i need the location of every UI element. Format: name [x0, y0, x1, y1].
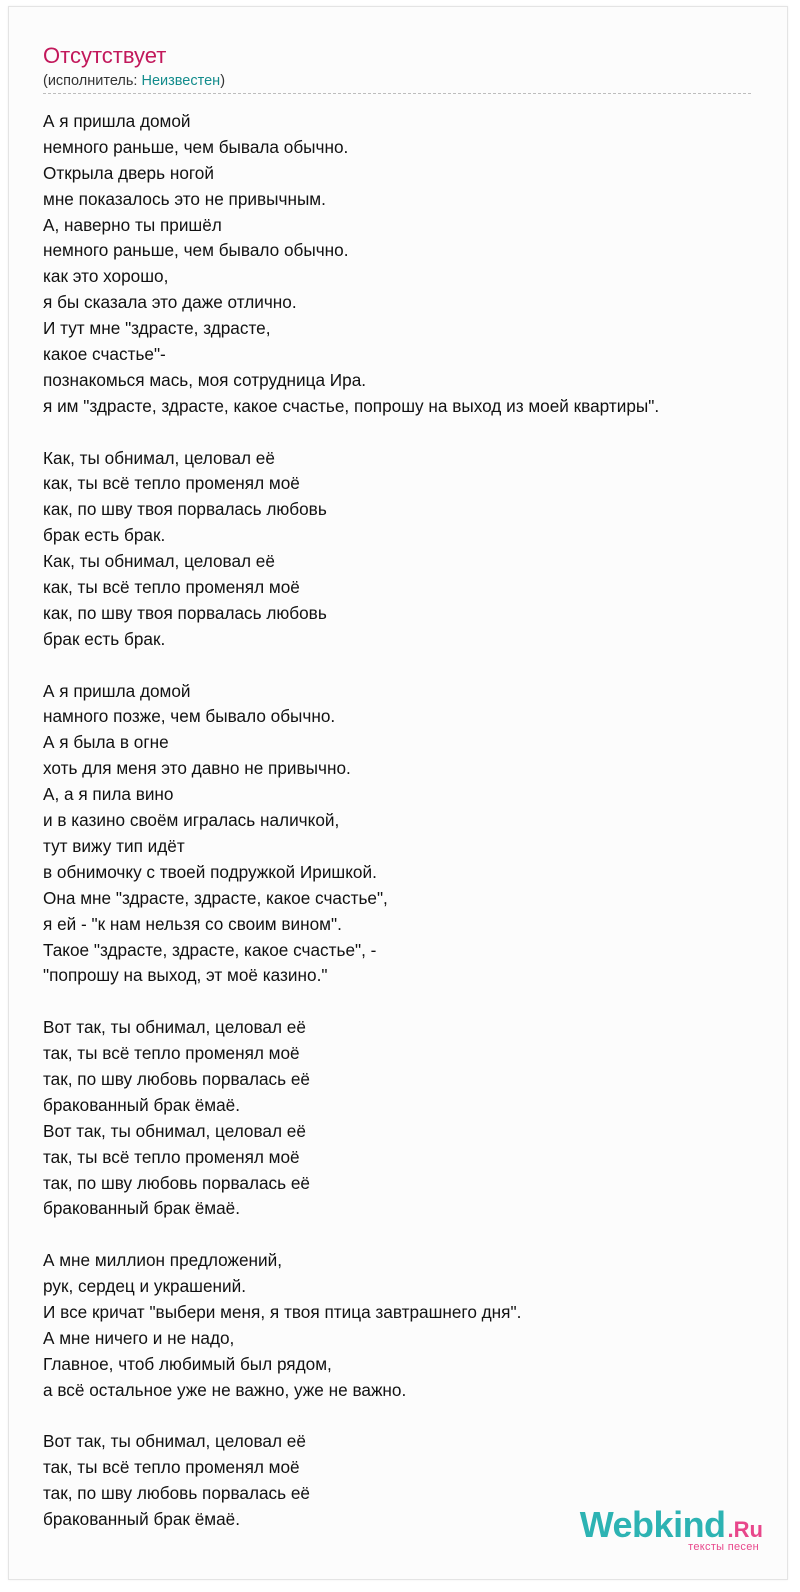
- stanza-break: [43, 989, 785, 1015]
- lyric-line: как это хорошо,: [43, 266, 169, 287]
- lyric-line: "попрошу на выход, эт моё казино.": [43, 965, 328, 986]
- lyric-line: брак есть брак.: [43, 525, 166, 546]
- lyric-line: и в казино своём игралась наличкой,: [43, 810, 340, 831]
- lyric-line: А я была в огне: [43, 732, 169, 753]
- logo-domain-suffix: .Ru: [727, 1517, 763, 1542]
- lyric-line: познакомься мась, моя сотрудница Ира.: [43, 369, 367, 390]
- lyric-line: так, ты всё тепло променял моё: [43, 1043, 300, 1064]
- lyric-line: И тут мне "здрасте, здрасте,: [43, 318, 271, 339]
- lyric-line: немного раньше, чем бывала обычно.: [43, 136, 349, 157]
- artist-suffix: ): [220, 73, 226, 89]
- song-title: Отсутствует: [43, 43, 167, 68]
- lyric-line: А мне миллион предложений,: [43, 1250, 282, 1271]
- lyric-line: как, ты всё тепло променял моё: [43, 577, 300, 598]
- title-divider: [43, 93, 751, 94]
- lyric-line: Главное, чтоб любимый был рядом,: [43, 1353, 332, 1374]
- lyric-line: так, по шву любовь порвалась её: [43, 1068, 310, 1089]
- site-logo[interactable]: [579, 1504, 763, 1553]
- lyric-line: тут вижу тип идёт: [43, 835, 185, 856]
- stanza-break: [43, 1222, 785, 1248]
- stanza-break: [43, 420, 785, 446]
- lyrics-text: [43, 109, 785, 1533]
- lyric-line: я им "здрасте, здрасте, какое счастье, попрошу на выход из моей квартиры".: [43, 395, 660, 416]
- lyric-line: бракованный брак ёмаё.: [43, 1509, 240, 1530]
- lyric-line: Как, ты обнимал, целовал её: [43, 551, 275, 572]
- lyric-line: бракованный брак ёмаё.: [43, 1094, 240, 1115]
- lyric-line: так, по шву любовь порвалась её: [43, 1172, 310, 1193]
- lyric-line: И все кричат "выбери меня, я твоя птица завтрашнего дня".: [43, 1301, 522, 1322]
- lyric-line: Такое "здрасте, здрасте, какое счастье", -: [43, 939, 377, 960]
- logo-tagline: тексты песен: [688, 1541, 759, 1553]
- lyric-line: А я пришла домой: [43, 111, 191, 131]
- lyric-line: я ей - "к нам нельзя со своим вином".: [43, 913, 342, 934]
- lyric-line: как, ты всё тепло променял моё: [43, 473, 300, 494]
- lyric-line: так, ты всё тепло променял моё: [43, 1457, 300, 1478]
- lyric-line: А я пришла домой: [43, 680, 191, 701]
- logo-wordmark: Webkind: [579, 1504, 726, 1545]
- lyric-line: А мне ничего и не надо,: [43, 1327, 235, 1348]
- lyric-line: брак есть брак.: [43, 628, 166, 649]
- artist-line: [43, 73, 225, 90]
- lyric-line: намного позже, чем бывало обычно.: [43, 706, 336, 727]
- lyric-line: так, ты всё тепло променял моё: [43, 1146, 300, 1167]
- lyric-line: Она мне "здрасте, здрасте, какое счастье",: [43, 887, 388, 908]
- lyric-line: немного раньше, чем бывало обычно.: [43, 240, 349, 261]
- lyric-line: А, наверно ты пришёл: [43, 214, 222, 235]
- lyric-line: бракованный брак ёмаё.: [43, 1198, 240, 1219]
- stanza-break: [43, 1404, 785, 1430]
- lyric-line: как, по шву твоя порвалась любовь: [43, 602, 327, 623]
- lyric-line: Вот так, ты обнимал, целовал её: [43, 1017, 306, 1038]
- lyric-line: Как, ты обнимал, целовал её: [43, 447, 275, 468]
- stanza-break: [43, 653, 785, 679]
- artist-link[interactable]: Неизвестен: [141, 73, 221, 89]
- lyric-line: как, по шву твоя порвалась любовь: [43, 499, 327, 520]
- lyric-line: Открыла дверь ногой: [43, 162, 214, 183]
- lyric-line: А, а я пила вино: [43, 784, 174, 805]
- lyric-line: какое счастье"-: [43, 344, 166, 365]
- lyric-line: Вот так, ты обнимал, целовал её: [43, 1120, 306, 1141]
- artist-prefix: (исполнитель:: [43, 73, 142, 89]
- lyric-line: мне показалось это не привычным.: [43, 188, 326, 209]
- lyrics-page: [8, 6, 788, 1580]
- lyric-line: Вот так, ты обнимал, целовал её: [43, 1431, 306, 1452]
- lyric-line: хоть для меня это давно не привычно.: [43, 758, 351, 779]
- lyric-line: я бы сказала это даже отлично.: [43, 292, 297, 313]
- lyric-line: а всё остальное уже не важно, уже не важно.: [43, 1379, 407, 1400]
- lyric-line: так, по шву любовь порвалась её: [43, 1483, 310, 1504]
- lyric-line: рук, сердец и украшений.: [43, 1276, 246, 1297]
- lyric-line: в обнимочку с твоей подружкой Иришкой.: [43, 861, 377, 882]
